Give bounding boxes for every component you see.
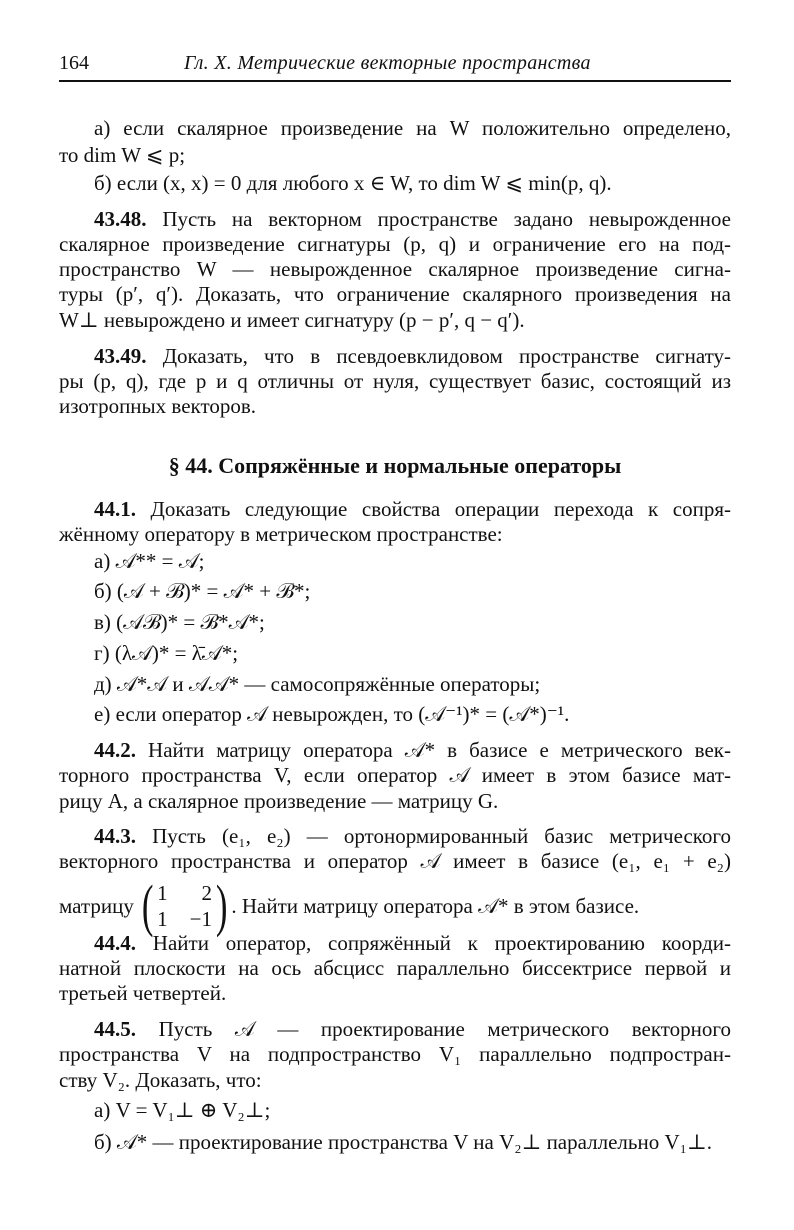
text-line (94, 549, 731, 574)
problem-first-line (94, 497, 731, 522)
text-line (59, 1068, 731, 1093)
line-text: ству V₂. Доказать, что: (59, 1068, 262, 1092)
problem-first-line (94, 824, 731, 849)
text-line (59, 308, 731, 333)
text-line (59, 369, 731, 394)
text-line (59, 763, 731, 788)
line-text: в) (𝒜ℬ)* = ℬ*𝒜*; (94, 610, 265, 634)
line-text: а) V = V₁⊥ ⊕ V₂⊥; (94, 1098, 271, 1122)
matrix-cell: 1 (157, 907, 168, 931)
line-text: е) если оператор 𝒜 невырожден, то (𝒜⁻¹)* = (𝒜*)⁻¹. (94, 702, 570, 726)
text-line (59, 232, 731, 257)
line-text: Доказать, что в псевдоевклидовом пространстве сигнату- (162, 344, 731, 368)
problem-first-line (94, 738, 731, 763)
line-text: скалярное произведение сигнатуры (p, q) и ограничение его на под- (59, 232, 731, 256)
line-text: W⊥ невырождено и имеет сигнатуру (p − p′, q − q′). (59, 308, 525, 332)
problem-number: 44.4. (94, 931, 136, 955)
problem-number: 44.1. (94, 497, 136, 521)
line-text: рицу A, а скалярное произведение — матрицу G. (59, 789, 499, 813)
line-text: векторного пространства и оператор 𝒜 имеет в базисе (e₁, e₁ + e₂) (59, 849, 731, 873)
line-text: изотропных векторов. (59, 394, 257, 418)
page-number: 164 (59, 52, 89, 74)
header-rule (59, 80, 731, 82)
line-text: жённому оператору в метрическом пространстве: (59, 522, 503, 546)
line-text: б) если (x, x) = 0 для любого x ∈ W, то dim W ⩽ min(p, q). (94, 171, 612, 195)
line-text: б) (𝒜 + ℬ)* = 𝒜* + ℬ*; (94, 579, 311, 603)
text-line (59, 257, 731, 282)
problem-first-line (94, 1017, 731, 1042)
line-text: пространства V на подпространство V₁ параллельно подпростран- (59, 1042, 731, 1066)
line-text: а) если скалярное произведение на W положительно определено, (94, 116, 731, 140)
line-text: Пусть на векторном пространстве задано невырожденное (162, 207, 731, 231)
text-line (59, 789, 731, 814)
text-line (59, 981, 731, 1006)
problem-number: 43.48. (94, 207, 147, 231)
line-text: натной плоскости на ось абсцисс параллельно биссектрисе первой и (59, 956, 731, 980)
line-text: пространство W — невырожденное скалярное произведение сигна- (59, 257, 731, 281)
line-text: б) 𝒜* — проектирование пространства V на V₂⊥ параллельно V₁⊥. (94, 1130, 712, 1154)
text-line (59, 1042, 731, 1067)
line-text: д) 𝒜*𝒜 и 𝒜𝒜* — самосопряжённые операторы; (94, 672, 541, 696)
matrix-line (59, 873, 640, 938)
text-line (94, 1098, 731, 1123)
section-heading: § 44. Сопряжённые и нормальные операторы (168, 453, 622, 478)
line-text: то dim W ⩽ p; (59, 143, 186, 167)
line-text: а) 𝒜** = 𝒜; (94, 549, 205, 573)
text-line (94, 610, 731, 635)
problem-number: 44.5. (94, 1017, 136, 1041)
matrix-cell: 1 (157, 881, 168, 905)
text-line (94, 171, 731, 196)
text-line (59, 394, 731, 419)
right-paren: ) (215, 873, 228, 938)
problem-first-line (94, 207, 731, 232)
line-text: г) (λ𝒜)* = λ̄𝒜*; (94, 641, 239, 665)
text-line (59, 522, 731, 547)
running-title: Гл. X. Метрические векторные пространства (184, 52, 591, 74)
text-line (59, 849, 731, 874)
text-line (59, 956, 731, 981)
text-line (94, 1130, 731, 1155)
problem-number: 44.2. (94, 738, 136, 762)
matrix (157, 880, 212, 932)
text-line (94, 641, 731, 666)
text-line (94, 702, 731, 727)
text-line (59, 282, 731, 307)
line-text: Пусть 𝒜 — проектирование метрического векторного (158, 1017, 731, 1041)
line-text: Найти оператор, сопряжённый к проектированию коорди- (152, 931, 732, 955)
problem-first-line (94, 344, 731, 369)
line-text: Найти матрицу оператора 𝒜* в базисе e метрического век- (148, 738, 731, 762)
line-text: третьей четвертей. (59, 981, 227, 1005)
text-line (94, 672, 731, 697)
matrix-prefix: матрицу (59, 893, 134, 918)
matrix-cell: −1 (189, 907, 213, 931)
line-text: Доказать следующие свойства операции перехода к сопря- (150, 497, 731, 521)
text-line (94, 579, 731, 604)
matrix-cell: 2 (201, 881, 213, 905)
text-line (94, 116, 731, 141)
left-paren: ( (141, 873, 154, 938)
matrix-suffix: . Найти матрицу оператора 𝒜* в этом базисе. (231, 893, 640, 918)
text-line (59, 143, 731, 168)
problem-number: 43.49. (94, 344, 147, 368)
problem-number: 44.3. (94, 824, 136, 848)
line-text: туры (p′, q′). Доказать, что ограничение скалярного произведения на (59, 282, 731, 306)
line-text: ры (p, q), где p и q отличны от нуля, существует базис, состоящий из (59, 369, 731, 393)
line-text: торного пространства V, если оператор 𝒜 имеет в этом базисе мат- (59, 763, 731, 787)
line-text: Пусть (e₁, e₂) — ортонормированный базис метрического (152, 824, 732, 848)
